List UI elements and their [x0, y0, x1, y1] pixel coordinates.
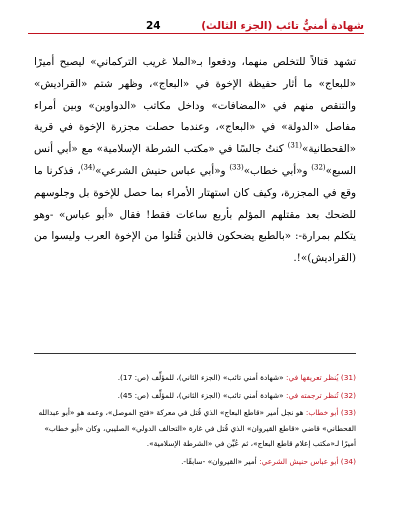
body-line: والتنقص منهم في «المضافات» وداخل مكاتب «الدواوين» وبين أمراء — [34, 99, 356, 112]
footnote-text: «شهادة أمني تائب» (الجزء الثاني)، للمؤلِّف (ص: 45). — [117, 390, 286, 400]
body-line: وجلوسهم للضحك بعد مقتلهم المؤلم بأربع ساعات فقط! فقال «أبو — [34, 186, 356, 221]
footnote-label: (34) أبو عباس حنيش الشرعي: — [259, 456, 356, 466]
body-line: عباس» -وهو يتكلم بمرارة-: «بالطبع يضحكون فالذين قُتلوا من الإخوة — [34, 208, 356, 243]
footnote-reference[interactable]: (31) — [287, 141, 302, 150]
footnote-reference[interactable]: (34) — [80, 163, 96, 172]
footnote-32 — [34, 388, 356, 403]
footnote-label: (31) يُنظر تعريفها في: — [286, 373, 356, 382]
body-line: مفاصل «الدولة» في «البعاج»، وعندما حصلت مجزرة الإخوة في قرية — [34, 121, 356, 134]
body-line: السبع»$^{(32)}$ و«أبي خطاب»$^{(33)}$ و«أبي عباس حنيش الشرعي»$^{(34)}$، فذكرنا — [46, 163, 356, 177]
footnotes — [34, 370, 356, 471]
body-text — [34, 52, 356, 270]
footnote-label: (33) أبو خطاب: — [305, 408, 356, 418]
body-line: «للبعاج» ما أثار حفيظة الإخوة في «البعاج»، وظهر شتم «القراديش» — [34, 77, 356, 90]
footnote-reference[interactable]: (33) — [229, 163, 244, 172]
body-paragraph — [34, 52, 356, 270]
body-line: تشهد قتالاً للتخلص منهما، ودفعوا بـ«الملا غريب التركماني» ليصبح أميرًا — [34, 56, 356, 68]
footnote-reference[interactable]: (32) — [311, 163, 326, 172]
footnote-34 — [34, 454, 356, 469]
footnote-text: «شهادة أمني تائب» (الجزء الثاني)، للمؤلِّف (ص: 17). — [117, 373, 286, 382]
footnote-label: (32) تُنظر ترجمته في: — [285, 390, 356, 400]
footnote-33 — [34, 405, 356, 451]
footnote-31 — [34, 370, 356, 385]
body-line: «القحطانية»$^{(31)}$ كنتُ جالسًا في «مكتب الشرطة الإسلامية» مع «أبي أنس — [34, 141, 356, 156]
page-number: 24 — [146, 20, 161, 32]
header-rule — [28, 33, 364, 34]
footnote-text: هو نجل أمير «قاطع البعاج» الذي قُتل في معركة «فتح الموصل»، وعمه هو «أبو عبدالله القحطاني» قاضي «قاطع القيروان» الذي قُتل في غارة «التحالف الدولي» الصليبي، وكان «أبو خطاب» أميرًا لـ«مكتب إعلام قاطع البعاج»، ثم عُيِّن في «الشرطة الإسلامية». — [38, 408, 356, 448]
footnote-text: أمير «القيروان» -سابقًا-. — [181, 456, 260, 466]
body-line: ما وقع في المجزرة، وكيف كان استهتار الأمراء بما حصل للإخوة بل — [34, 164, 356, 199]
running-title: شهادة أمنيٌّ تائب (الجزء الثالث) — [201, 20, 364, 32]
body-line: العرب وليسوا من (القراديش)»!. — [34, 230, 356, 265]
footnote-separator — [34, 353, 356, 354]
page-header — [28, 10, 364, 32]
